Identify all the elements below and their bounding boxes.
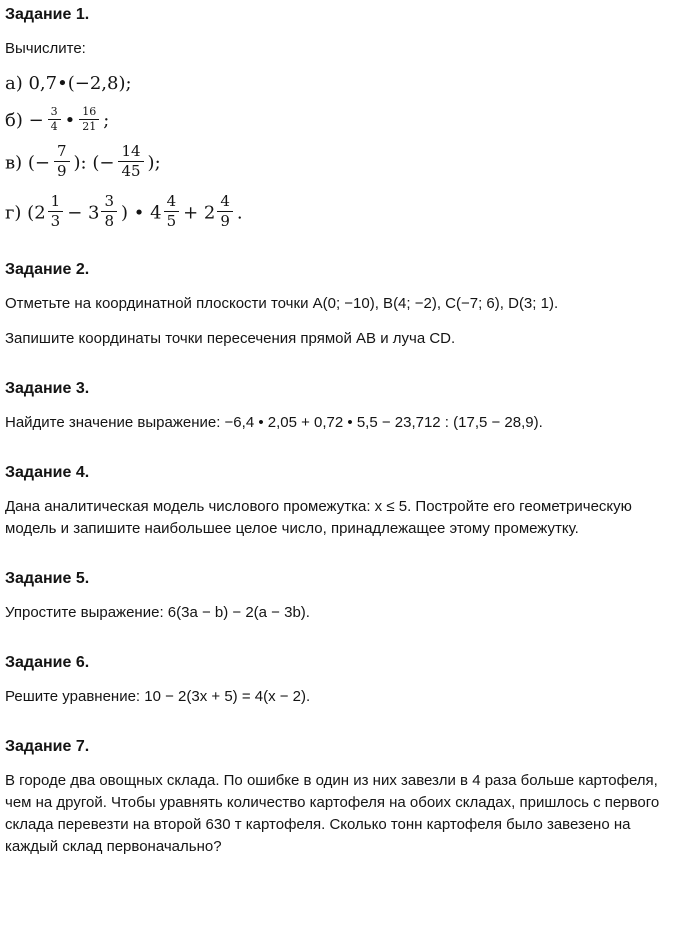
math-item-b [5,104,684,135]
denominator: 45 [121,161,141,180]
task-paragraph: Отметьте на координатной плоскости точки A(0; −10), B(4; −2), C(−7; 6), D(3; 1). [5,295,559,313]
denominator: 8 [104,211,115,230]
math-text: ; [103,109,110,131]
denominator: 21 [82,119,97,133]
task-title: Задание 1. [5,6,90,23]
denominator: 3 [50,211,61,230]
numerator: 4 [217,193,233,212]
task-paragraph: Найдите значение выражение: −6,4 • 2,05 + 0,72 • 5,5 − 23,712 : (17,5 − 28,9). [5,414,543,432]
fraction [101,193,117,230]
denominator: 9 [220,211,230,230]
math-text: б) − [5,109,44,131]
math-text: г) (2 [5,202,46,224]
fraction [217,193,233,230]
task-paragraph: Запишите координаты точки пересечения прямой AB и луча CD. [5,330,456,348]
math-operator: • [64,109,76,131]
math-operator: ) • 4 [121,202,162,224]
fraction [118,143,143,180]
task-section-4 [5,463,684,540]
task-section-2 [5,260,684,350]
task-section-1 [5,5,684,231]
task-section-5 [5,569,684,624]
numerator: 3 [48,106,61,120]
task-title: Задание 4. [5,464,90,482]
numerator: 16 [79,106,99,120]
task-title: Задание 6. [5,654,90,672]
task-paragraph: Дана аналитическая модель числового промежутка: x ≤ 5. Постройте его геометрическую модель и запишите наибольшее целое число, принадлежащее этому промежутку. [5,498,632,538]
task-title: Задание 2. [5,261,90,279]
math-text: а) 0,7•(−2,8); [5,73,132,94]
math-text: в) (− [5,152,50,174]
task-section-3 [5,379,684,434]
fraction [54,143,70,180]
math-operator: ): (− [73,152,115,174]
math-item-a [5,73,684,96]
task-paragraph: Решите уравнение: 10 − 2(3x + 5) = 4(x − 2). [5,688,311,706]
fraction [48,106,61,134]
task-title: Задание 7. [5,738,90,756]
math-item-v [5,142,684,182]
numerator: 7 [54,143,70,162]
numerator: 14 [118,143,143,162]
task-paragraph: Упростите выражение: 6(3a − b) − 2(a − 3b). [5,604,310,622]
task-title: Задание 5. [5,570,90,588]
task-section-6 [5,653,684,708]
task-section-7 [5,737,684,858]
fraction [48,193,64,230]
task-paragraph: Вычислите: [5,40,86,57]
numerator: 3 [101,193,117,212]
worksheet [5,5,684,858]
math-operator: + 2 [183,202,216,224]
task-title: Задание 3. [5,380,90,398]
task-paragraph: В городе два овощных склада. По ошибке в один из них завезли в 4 раза больше картофеля, чем на другой. Чтобы уравнять количество картофеля на обоих складах, пришлось с первого склада перевезти на второй 630 т картофеля. Сколько тонн картофеля было завезено на каждый склад первоначально? [5,772,660,856]
denominator: 4 [50,119,58,133]
math-item-g [5,191,684,232]
math-text: . [236,202,243,224]
numerator: 4 [164,193,180,212]
numerator: 1 [48,193,64,212]
fraction [164,193,180,230]
math-operator: − 3 [67,202,100,224]
denominator: 5 [166,211,177,230]
denominator: 9 [56,161,67,180]
math-text: ); [147,152,161,174]
fraction [79,106,99,134]
